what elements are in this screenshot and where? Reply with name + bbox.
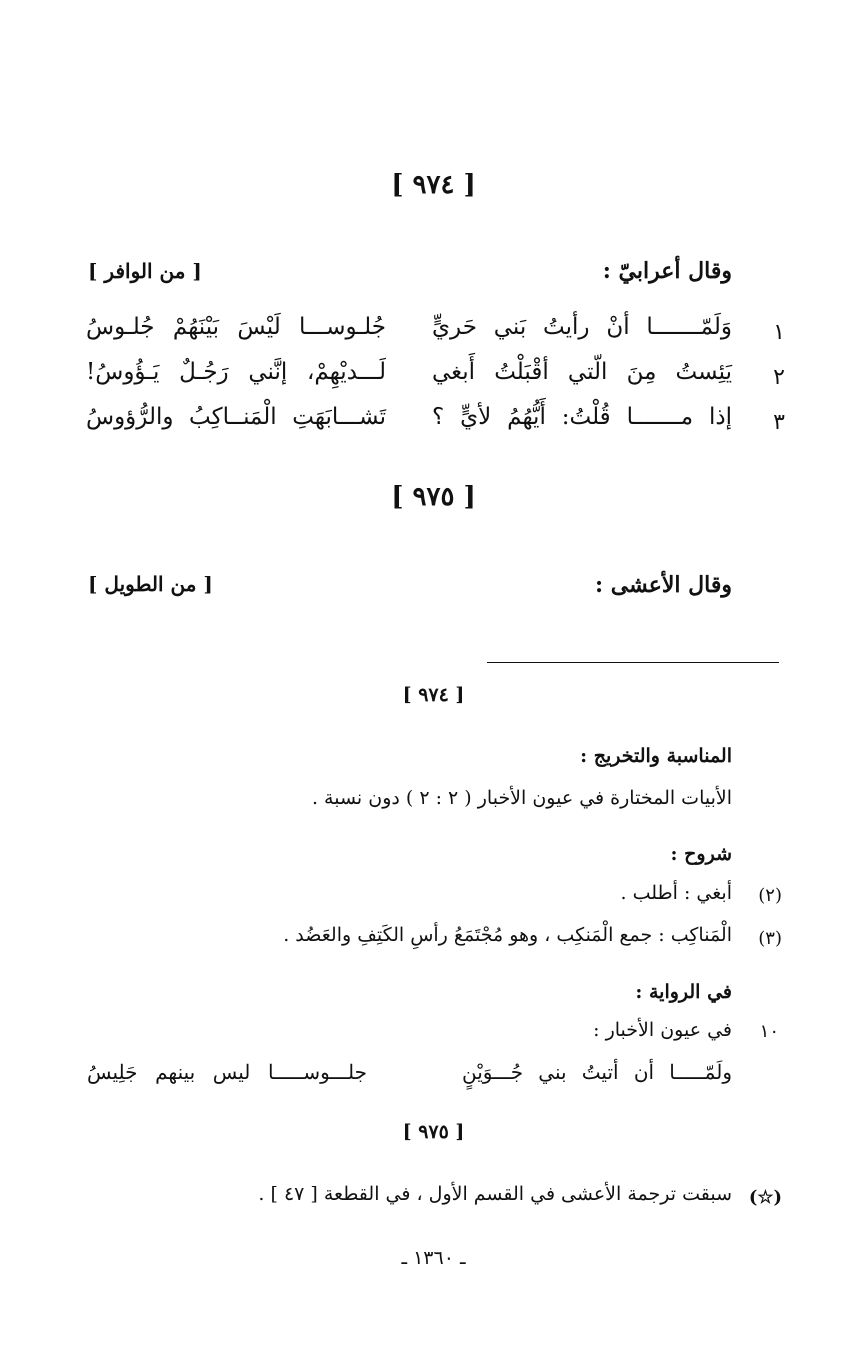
section-974-intro: وقال أعرابيّ :	[602, 258, 732, 284]
riwaya-title: في الرواية :	[635, 981, 732, 1003]
verse-1-number: ١	[773, 320, 785, 345]
takhrij-title: المناسبة والتخريج :	[580, 745, 732, 767]
verse-3-number: ٣	[773, 410, 785, 435]
verse-2-number: ٢	[773, 365, 785, 390]
verse-3-first-hemistich: إذا مـــــــا قُلْتُ: أَيُّهُمُ لأيٍّ ؟	[432, 404, 732, 430]
verse-2-second-hemistich: لَـــديْهِمْ، إنَّني رَجُـلٌ يَـؤُوسُ!	[86, 359, 386, 385]
note-974-heading: [ ٩٧٤ ]	[402, 684, 465, 706]
verse-3-second-hemistich: تَشـــابَهَتِ الْمَنــاكِبُ والرُّؤوسُ	[86, 404, 386, 430]
shuruh-2-number: (٢)	[758, 885, 782, 906]
shuruh-3-text: الْمَناكِب : جمع الْمَنكِب ، وهو مُجْتَمَعُ رأسِ الكَتِفِ والعَضُد .	[283, 924, 732, 946]
riwaya-second-hemistich: جلـــوســـــا ليس بينهم جَلِيسُ	[87, 1060, 367, 1084]
riwaya-source: في عيون الأخبار :	[593, 1019, 732, 1041]
verse-1-first-hemistich: وَلَمّـــــــا أنْ رأيتُ بَني حَريٍّ	[432, 314, 732, 340]
section-975-meter: [ من الطويل ]	[88, 572, 213, 596]
section-974-heading: [ ٩٧٤ ]	[391, 170, 476, 200]
section-975-heading: [ ٩٧٥ ]	[391, 482, 476, 512]
takhrij-text: الأبيات المختارة في عيون الأخبار ( ٢ : ٢ ) دون نسبة .	[311, 787, 732, 809]
shuruh-title: شروح :	[670, 843, 732, 865]
page-number: ـ ١٣٦٠ ـ	[401, 1247, 466, 1269]
note-975-text: سبقت ترجمة الأعشى في القسم الأول ، في القطعة [ ٤٧ ] .	[258, 1183, 732, 1205]
riwaya-verse-number: ١٠	[759, 1021, 779, 1042]
shuruh-2-text: أبغي : أطلب .	[620, 882, 732, 904]
footnote-separator	[487, 662, 779, 663]
shuruh-3-number: (٣)	[758, 928, 782, 949]
section-975-intro: وقال الأعشى :	[594, 572, 732, 598]
verse-2-first-hemistich: يَئِستُ مِنَ الّتي أقْبَلْتُ أَبغي	[432, 359, 732, 385]
star-marker: (☆)	[748, 1187, 782, 1208]
section-974-meter: [ من الوافر ]	[88, 259, 202, 283]
note-975-heading: [ ٩٧٥ ]	[402, 1121, 465, 1143]
verse-1-second-hemistich: جُلـوســـا لَيْسَ بَيْنَهُمْ جُلـوسُ	[86, 314, 386, 340]
riwaya-first-hemistich: ولَمّـــــا أن أتيتُ بني جُـــوَيْنٍ	[462, 1060, 732, 1084]
